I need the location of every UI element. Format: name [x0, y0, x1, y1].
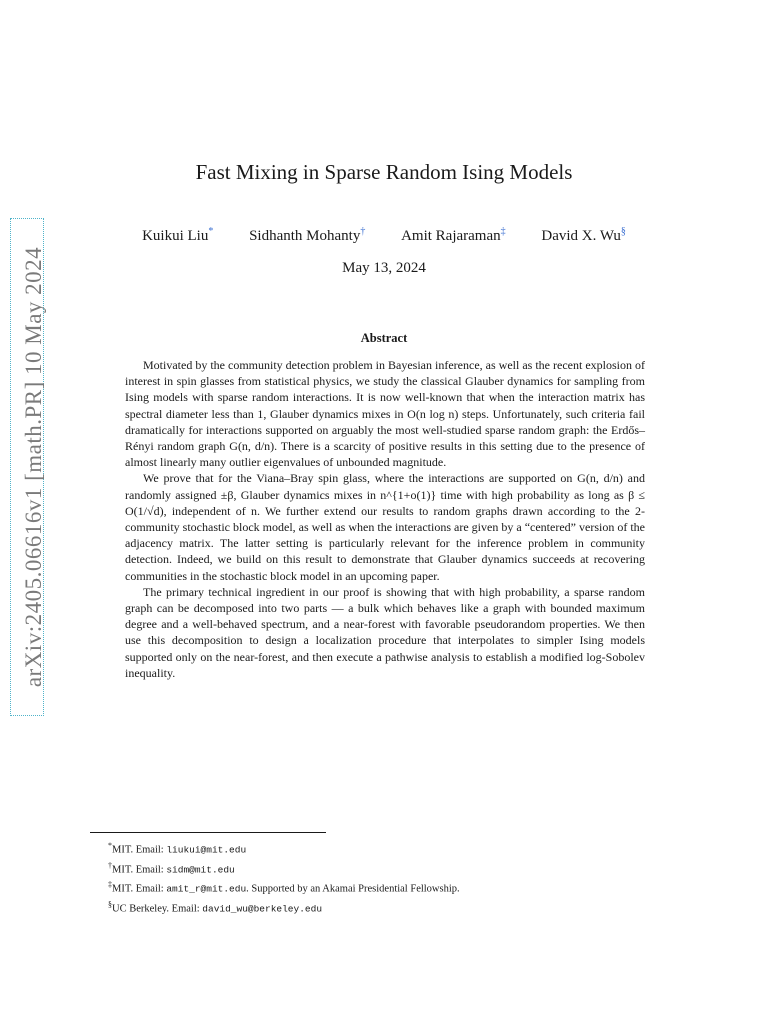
- footnote-text: UC Berkeley. Email:: [112, 903, 203, 914]
- author-footnote-link[interactable]: ‡: [500, 226, 506, 237]
- footnote-email[interactable]: david_wu@berkeley.edu: [202, 903, 323, 914]
- footnote-mark: *: [108, 841, 112, 850]
- author-name: [249, 228, 369, 244]
- author-list: [0, 226, 768, 245]
- footnote-item: [108, 858, 668, 878]
- author-name: [401, 228, 509, 244]
- footnote-item: [108, 877, 668, 897]
- author-name: [142, 228, 217, 244]
- author-footnote-link[interactable]: §: [620, 226, 626, 237]
- arxiv-identifier[interactable]: arXiv:2405.06616v1 [math.PR] 10 May 2024: [21, 246, 46, 688]
- footnote-item: [108, 838, 668, 858]
- abstract-paragraph: We prove that for the Viana–Bray spin glass, where the interactions are supported on G(n, d/n) and randomly assigned ±β, Glauber dynamics mixes in n^{1+o(1)} time with high probability as long as β ≤ O(1/√d), independent of n. We further extend our results to random graphs drawn according to the 2-community stochastic block model, as well as when the interactions are given by a “centered” version of the adjacency matrix. The latter setting is particularly relevant for the inference problem in community detection. Indeed, we build on this result to demonstrate that Glauber dynamics succeeds at recovering communities in the stochastic block model in an upcoming paper.: [125, 471, 645, 583]
- footnote-divider: [90, 832, 326, 833]
- footnotes: [108, 838, 668, 916]
- footnote-email[interactable]: sidm@mit.edu: [166, 864, 235, 875]
- footnote-mark: §: [108, 899, 112, 909]
- footnote-text: MIT. Email:: [112, 864, 167, 875]
- abstract-heading: Abstract: [360, 331, 408, 345]
- author-name-text: Amit Rajaraman: [401, 228, 501, 244]
- footnote-mark: †: [108, 860, 112, 870]
- footnote-text: MIT. Email:: [112, 883, 167, 895]
- footnote-email[interactable]: amit_r@mit.edu: [166, 883, 247, 895]
- author-name-text: Kuikui Liu: [142, 228, 209, 244]
- author-name-text: David X. Wu: [541, 228, 621, 244]
- author-footnote-link[interactable]: †: [360, 226, 366, 237]
- paper-date: May 13, 2024: [342, 260, 426, 276]
- footnote-text: MIT. Email:: [112, 844, 167, 856]
- author-name: [541, 228, 626, 244]
- abstract-paragraph: Motivated by the community detection problem in Bayesian inference, as well as the recent explosion of interest in spin glasses from statistical physics, we study the classical Glauber dynamics for sampling from Ising models with sparse random interactions. It is now well-known that when the interaction matrix has spectral diameter less than 1, Glauber dynamics mixes in O(n log n) steps. Unfortunately, such criteria fail dramatically for interactions supported on arguably the most well-studied sparse random graph: the Erdős–Rényi random graph G(n, d/n). There is a scarcity of positive results in this setting due to the presence of almost linearly many outlier eigenvalues of unbounded magnitude.: [125, 358, 645, 470]
- footnote-email[interactable]: liukui@mit.edu: [166, 844, 247, 856]
- footnote-mark: ‡: [108, 880, 112, 889]
- abstract-paragraph: The primary technical ingredient in our proof is showing that with high probability, a sparse random graph can be decomposed into two parts — a bulk which behaves like a graph with bounded maximum degree and a well-behaved spectrum, and a near-forest with favorable pseudorandom properties. We then use this decomposition to design a localization procedure that interpolates to simpler Ising models supported only on the near-forest, and then execute a pathwise analysis to establish a modified log-Sobolev inequality.: [125, 584, 645, 680]
- author-footnote-link[interactable]: *: [208, 226, 214, 237]
- abstract-body: [125, 357, 645, 681]
- footnote-suffix: . Supported by an Akamai Presidential Fellowship.: [246, 883, 460, 895]
- author-name-text: Sidhanth Mohanty: [249, 228, 361, 244]
- footnote-item: [108, 897, 668, 917]
- paper-title: Fast Mixing in Sparse Random Ising Models: [195, 160, 573, 184]
